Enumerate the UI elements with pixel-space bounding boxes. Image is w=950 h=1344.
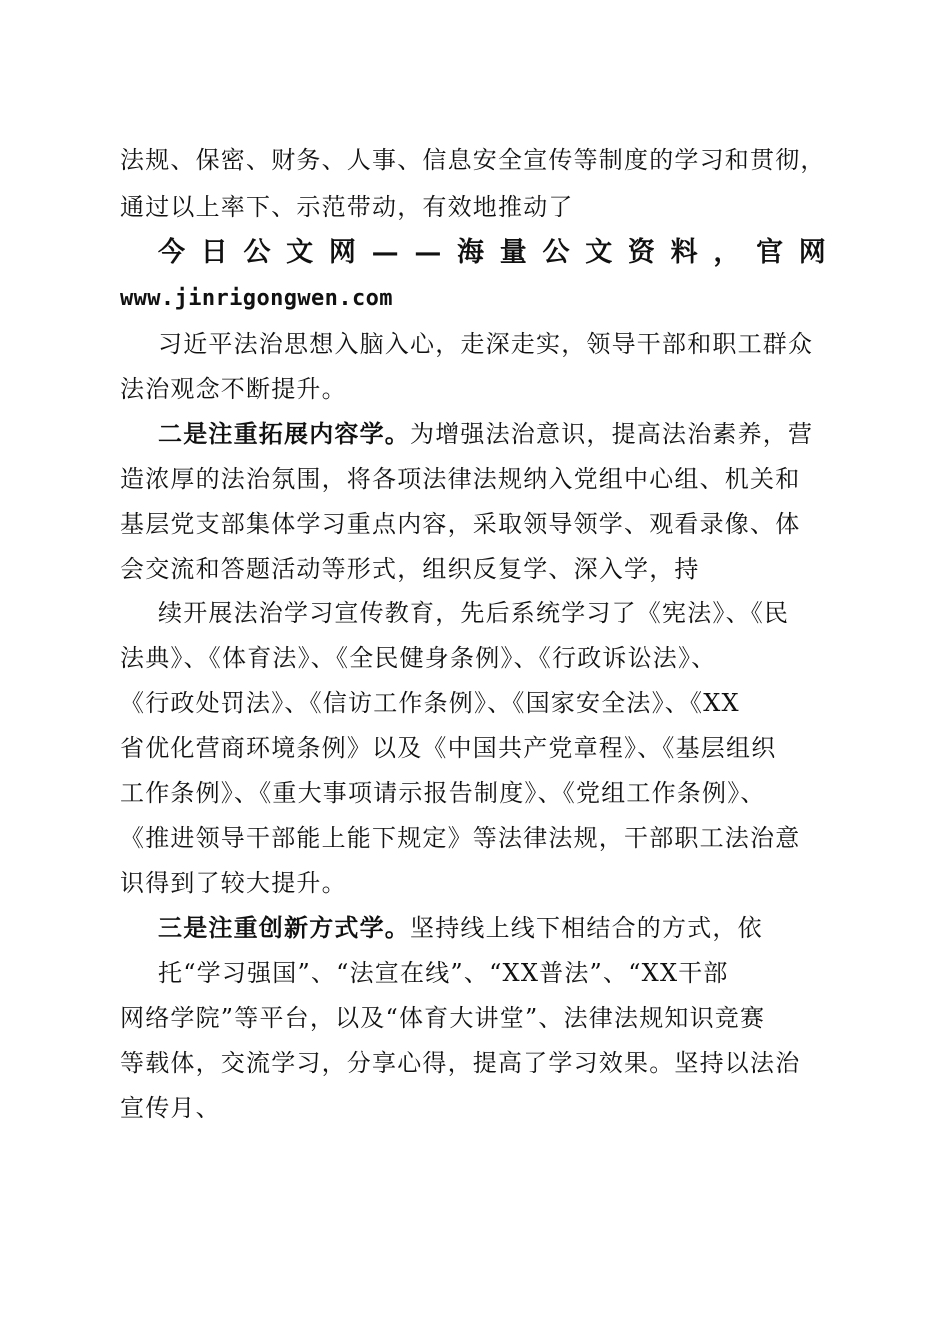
paragraph-first-line (158, 911, 878, 945)
body-line: 会交流和答题活动等形式，组织反复学、深入学，持 (120, 555, 700, 583)
body-line: 网络学院”等平台，以及“体育大讲堂”、法律法规知识竞赛 (120, 1004, 766, 1032)
watermark-char: 日 (200, 237, 228, 268)
watermark-char: 公 (542, 237, 570, 268)
body-line: 续开展法治学习宣传教育，先后系统学习了《宪法》、《民 (158, 599, 790, 627)
body-line: 托“学习强国”、“法宣在线”、“XX普法”、“XX干部 (158, 959, 729, 987)
watermark-char: 料 (670, 237, 698, 268)
watermark-url: www.jinrigongwen.com (120, 286, 393, 311)
watermark-char: 海 (457, 237, 485, 268)
watermark-char: — (371, 237, 399, 268)
body-line: 法规、保密、财务、人事、信息安全宣传等制度的学习和贯彻， (120, 146, 826, 174)
body-line: 法典》、《体育法》、《全民健身条例》、《行政诉讼法》、 (120, 644, 717, 672)
paragraph-first-line (158, 417, 878, 451)
paragraph-lead: 二是注重拓展内容学。 (158, 419, 410, 448)
watermark-char: 资 (627, 237, 655, 268)
body-line: 通过以上率下、示范带动，有效地推动了 (120, 193, 574, 221)
paragraph-text: 为增强法治意识，提高法治素养，营 (410, 420, 814, 448)
watermark-char: 文 (286, 237, 314, 268)
body-line: 基层党支部集体学习重点内容，采取领导领学、观看录像、体 (120, 510, 801, 538)
body-line: 宣传月、 (120, 1094, 221, 1122)
body-line: 工作条例》、《重大事项请示报告制度》、《党组工作条例》、 (120, 779, 766, 807)
watermark-char: 网 (798, 237, 826, 268)
body-line: 法治观念不断提升。 (120, 375, 347, 403)
paragraph-text: 坚持线上线下相结合的方式，依 (410, 914, 763, 942)
body-line: 习近平法治思想入脑入心，走深走实，领导干部和职工群众 (158, 330, 814, 358)
watermark-char: — (414, 237, 442, 268)
body-line: 《推进领导干部能上能下规定》等法律法规，干部职工法治意 (120, 824, 801, 852)
body-line: 等载体，交流学习，分享心得，提高了学习效果。坚持以法治 (120, 1049, 801, 1077)
watermark-site-line (158, 236, 826, 270)
watermark-char: 量 (499, 237, 527, 268)
watermark-char: 官 (756, 237, 784, 268)
watermark-char: 文 (585, 237, 613, 268)
body-line: 省优化营商环境条例》以及《中国共产党章程》、《基层组织 (120, 734, 777, 762)
body-line: 造浓厚的法治氛围，将各项法律法规纳入党组中心组、机关和 (120, 465, 801, 493)
body-line: 《行政处罚法》、《信访工作条例》、《国家安全法》、《XX (120, 689, 740, 717)
watermark-char: ， (713, 237, 741, 268)
watermark-char: 网 (328, 237, 356, 268)
watermark-char: 今 (158, 237, 185, 268)
paragraph-lead: 三是注重创新方式学。 (158, 913, 410, 942)
body-line: 识得到了较大提升。 (120, 869, 347, 897)
watermark-char: 公 (243, 237, 271, 268)
